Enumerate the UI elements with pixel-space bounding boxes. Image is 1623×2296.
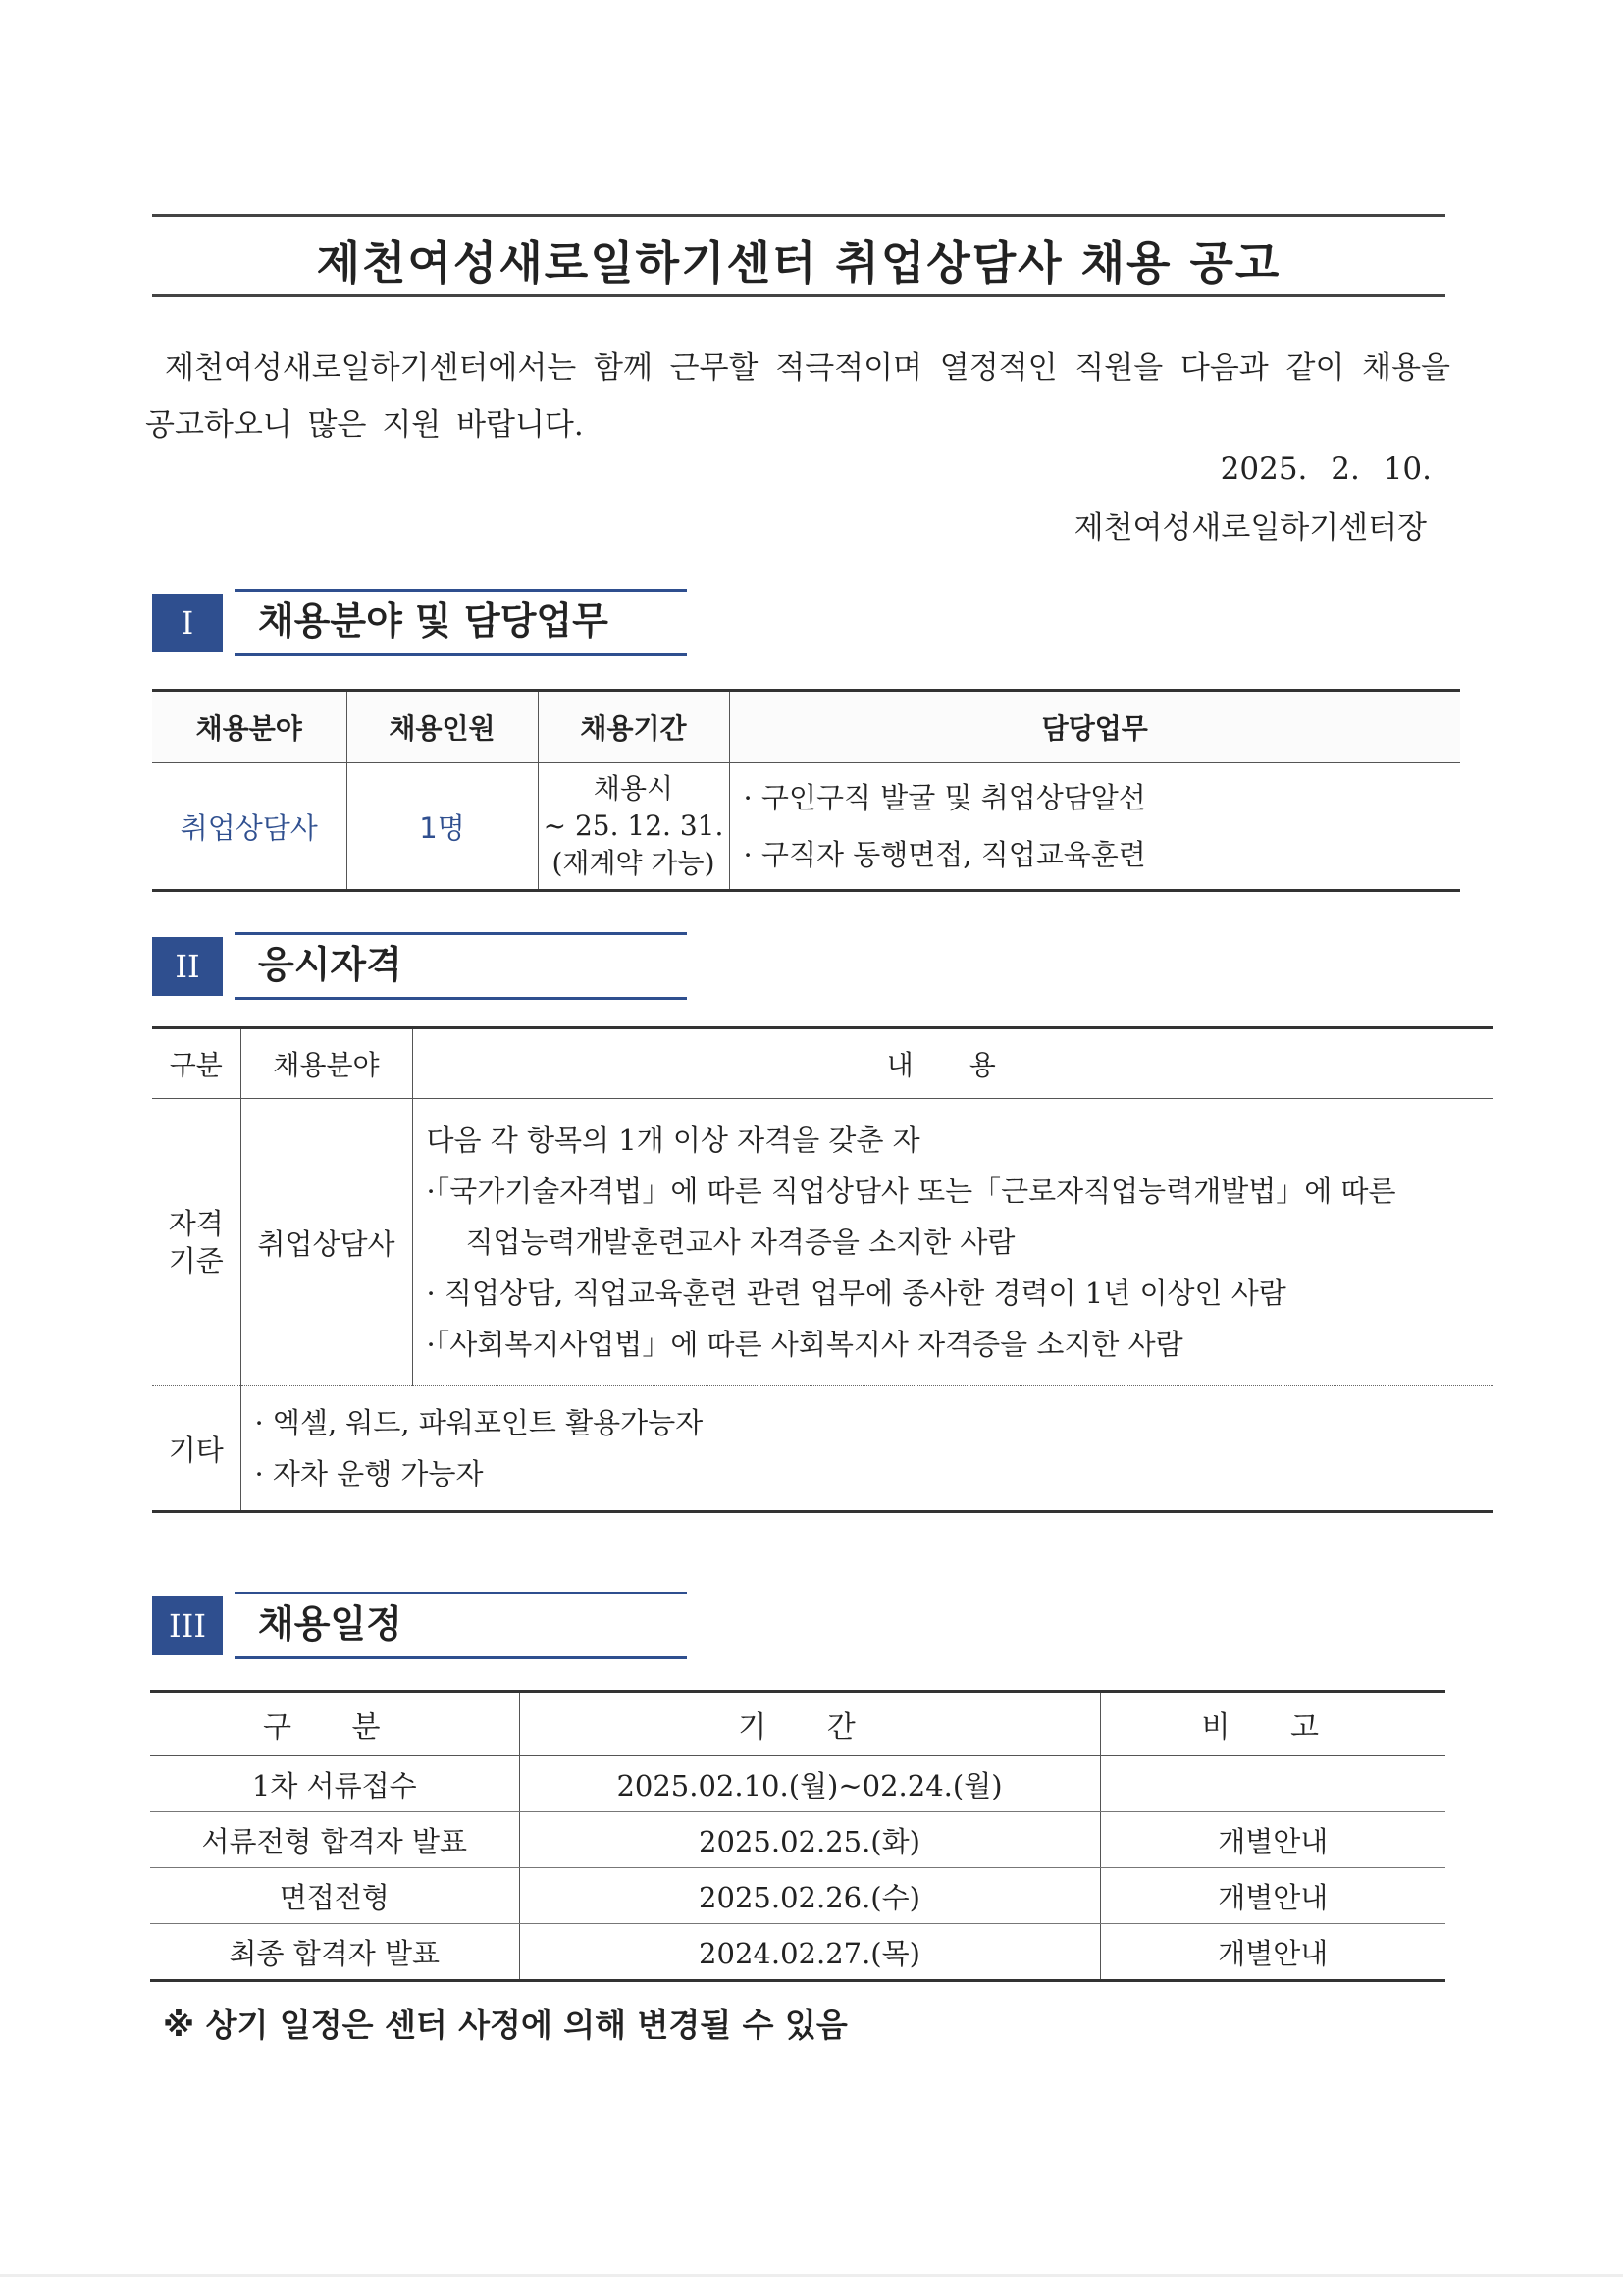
duties-cell: [729, 763, 1460, 891]
column-header: 채용인원: [346, 691, 538, 763]
note-cell: [1100, 1756, 1445, 1812]
period-line: ~ 25. 12. 31.: [543, 809, 724, 842]
field-cell: 취업상담사: [240, 1099, 412, 1386]
stage-cell: 서류전형 합격자 발표: [150, 1812, 519, 1868]
stage-cell: 면접전형: [150, 1868, 519, 1924]
duty-item: · 구인구직 발굴 및 취업상담알선: [743, 781, 1146, 814]
period-cell: 2025.02.26.(수): [519, 1868, 1100, 1924]
recruitment-field-table: [152, 689, 1460, 892]
note-cell: 개별안내: [1100, 1868, 1445, 1924]
criteria-content: [412, 1099, 1493, 1386]
section-rule: [235, 1592, 687, 1594]
duty-item: · 구직자 동행면접, 직업교육훈련: [743, 838, 1146, 871]
section-label: 채용분야 및 담당업무: [258, 600, 608, 643]
period-cell: 2025.02.25.(화): [519, 1812, 1100, 1868]
table-header-row: [150, 1692, 1445, 1756]
stage-cell: 1차 서류접수: [150, 1756, 519, 1812]
period-cell: 2024.02.27.(목): [519, 1924, 1100, 1981]
title-bottom-rule: [152, 294, 1445, 297]
section-number: II: [152, 937, 223, 996]
table-row: [152, 1099, 1493, 1386]
column-header: 채용분야: [240, 1028, 412, 1099]
issuer: 제천여성새로일하기센터장: [1073, 510, 1427, 546]
column-header: 채용기간: [538, 691, 729, 763]
other-line: · 자차 운행 가능자: [254, 1457, 484, 1490]
section-header-3: [152, 1592, 687, 1660]
period-cell: [538, 763, 729, 891]
table-row: [152, 1386, 1493, 1512]
section-number: III: [152, 1596, 223, 1655]
period-cell: 2025.02.10.(월)~02.24.(월): [519, 1756, 1100, 1812]
other-content: [240, 1386, 1493, 1512]
section-rule: [235, 932, 687, 935]
criteria-line: ·「국가기술자격법」에 따른 직업상담사 또는「근로자직업능력개발법」에 따른: [426, 1174, 1396, 1208]
category-cell: 기타: [168, 1433, 224, 1467]
criteria-line: 직업능력개발훈련교사 자격증을 소지한 사람: [465, 1226, 1016, 1259]
column-header: 채용분야: [152, 691, 346, 763]
schedule-note: ※ 상기 일정은 센터 사정에 의해 변경될 수 있음: [163, 2006, 848, 2044]
section-rule: [235, 653, 687, 656]
column-header: 내 용: [412, 1028, 1493, 1099]
section-header-1: [152, 589, 687, 657]
table-header-row: [152, 691, 1460, 763]
section-rule: [235, 1656, 687, 1659]
note-cell: 개별안내: [1100, 1812, 1445, 1868]
section-header-2: [152, 932, 687, 1001]
announcement-date: 2025. 2. 10.: [1220, 451, 1432, 487]
table-row: [152, 763, 1460, 891]
title-top-rule: [152, 214, 1445, 217]
intro-paragraph: 제천여성새로일하기센터에서는 함께 근무할 적극적이며 열정적인 직원을 다음과 같이 채용을 공고하오니 많은 지원 바랍니다.: [145, 350, 1450, 443]
table-row: [150, 1924, 1445, 1981]
table-row: [150, 1756, 1445, 1812]
section-label: 채용일정: [258, 1602, 402, 1645]
table-header-row: [152, 1028, 1493, 1099]
criteria-line: 다음 각 항목의 1개 이상 자격을 갖춘 자: [426, 1123, 920, 1157]
criteria-line: ·「사회복지사업법」에 따른 사회복지사 자격증을 소지한 사람: [426, 1328, 1183, 1361]
document-title: 제천여성새로일하기센터 취업상담사 채용 공고: [316, 236, 1282, 289]
column-header: 기 간: [519, 1692, 1100, 1756]
category-label: 자격 기준: [168, 1207, 224, 1278]
schedule-table: [150, 1690, 1445, 1982]
note-cell: 개별안내: [1100, 1924, 1445, 1981]
period-line: 채용시: [593, 772, 674, 805]
section-rule: [235, 589, 687, 592]
column-header: 담당업무: [729, 691, 1460, 763]
table-row: [150, 1812, 1445, 1868]
field-cell: 취업상담사: [180, 810, 318, 845]
other-line: · 엑셀, 워드, 파워포인트 활용가능자: [254, 1406, 704, 1439]
period-line: (재계약 가능): [551, 847, 715, 879]
section-rule: [235, 997, 687, 1000]
column-header: 구 분: [150, 1692, 519, 1756]
title-block: [152, 214, 1445, 298]
page-edge: [0, 2274, 1623, 2277]
stage-cell: 최종 합격자 발표: [229, 1936, 441, 1970]
column-header: 비 고: [1100, 1692, 1445, 1756]
count-cell: 1명: [346, 763, 538, 891]
criteria-line: · 직업상담, 직업교육훈련 관련 업무에 종사한 경력이 1년 이상인 사람: [426, 1277, 1286, 1310]
section-number: I: [152, 594, 223, 652]
table-row: [150, 1868, 1445, 1924]
section-label: 응시자격: [258, 943, 402, 986]
qualification-table: [152, 1026, 1493, 1513]
category-cell: [152, 1099, 240, 1386]
column-header: 구분: [152, 1028, 240, 1099]
